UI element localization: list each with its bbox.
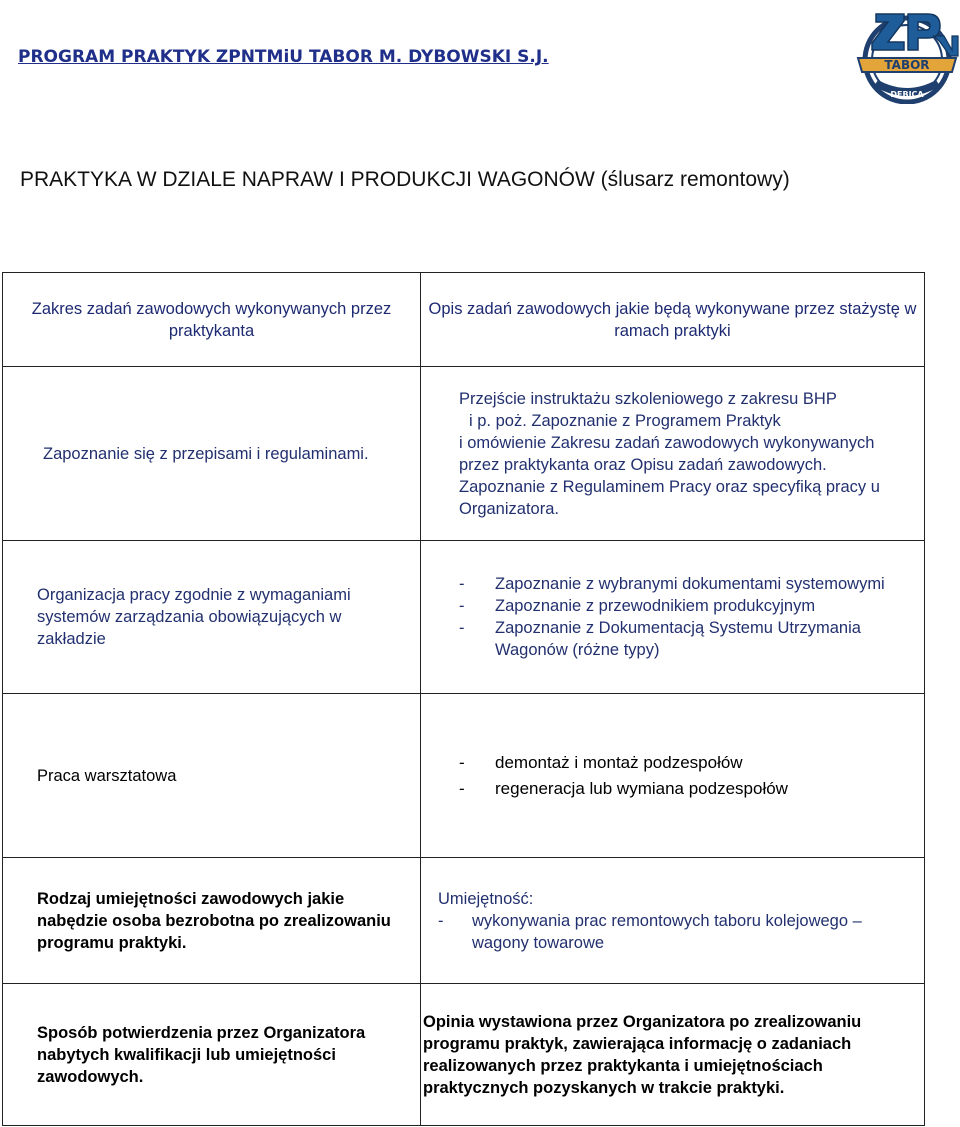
list-item: - wykonywania prac remontowych taboru kolejowego – wagony towarowe [438, 910, 914, 954]
table-header-row [3, 273, 925, 367]
list-item: - demontaż i montaż podzespołów [459, 750, 914, 776]
table-row [3, 984, 925, 1126]
table-row [3, 367, 925, 541]
table-row [3, 541, 925, 694]
list-item: - regeneracja lub wymiana podzespołów [459, 776, 914, 802]
header-right-cell: Opis zadań zawodowych jakie będą wykonywane przez stażystę w ramach praktyki [421, 273, 925, 367]
table-row [3, 694, 925, 858]
row4-left-cell: Rodzaj umiejętności zawodowych jakie nabędzie osoba bezrobotna po zrealizowaniu programu praktyki. [3, 858, 421, 984]
list-item: - Zapoznanie z Dokumentacją Systemu Utrzymania Wagonów (różne typy) [459, 617, 914, 661]
row4-list [438, 910, 914, 954]
row2-left-cell: Organizacja pracy zgodnie z wymaganiami systemów zarządzania obowiązujących w zakładzie [3, 541, 421, 694]
row3-list [459, 750, 914, 802]
row2-list [459, 573, 914, 661]
program-title: PROGRAM PRAKTYK ZPNTMiU TABOR M. DYBOWSKI S.J. [18, 47, 549, 67]
program-table [2, 272, 925, 1126]
page-title: PRAKTYKA W DZIALE NAPRAW I PRODUKCJI WAGONÓW (ślusarz remontowy) [20, 168, 790, 191]
row4-right-cell [421, 858, 925, 984]
row5-right-cell: Opinia wystawiona przez Organizatora po zrealizowaniu programu praktyk, zawierająca informację o zadaniach realizowanych przez praktykanta i umiejętnościach praktycznych pozyskanych w trakcie praktyki. [421, 984, 925, 1126]
list-item: - Zapoznanie z przewodnikiem produkcyjnym [459, 595, 914, 617]
row5-left-cell: Sposób potwierdzenia przez Organizatora nabytych kwalifikacji lub umiejętności zawodowych. [3, 984, 421, 1126]
row1-right-line3: i omówienie Zakresu zadań zawodowych wykonywanych przez praktykanta oraz Opisu zadań zawodowych. Zapoznanie z Regulaminem Pracy oraz specyfiką pracy u Organizatora. [459, 433, 880, 518]
company-logo [854, 6, 960, 104]
row1-right-cell [421, 367, 925, 541]
table-row [3, 858, 925, 984]
row3-left-cell: Praca warsztatowa [3, 694, 421, 858]
row4-right-label: Umiejętność: [438, 889, 534, 908]
row1-right-line2: i p. poż. Zapoznanie z Programem Praktyk [469, 411, 781, 430]
row1-left-cell: Zapoznanie się z przepisami i regulaminami. [3, 367, 421, 541]
row2-right-cell [421, 541, 925, 694]
logo-city-text: DĘBICA [890, 90, 924, 99]
header-left-cell: Zakres zadań zawodowych wykonywanych przez praktykanta [3, 273, 421, 367]
logo-tabor-text: TABOR [884, 58, 930, 72]
list-item: - Zapoznanie z wybranymi dokumentami systemowymi [459, 573, 914, 595]
row1-right-line1: Przejście instruktażu szkoleniowego z zakresu BHP [459, 389, 837, 408]
row3-right-cell [421, 694, 925, 858]
